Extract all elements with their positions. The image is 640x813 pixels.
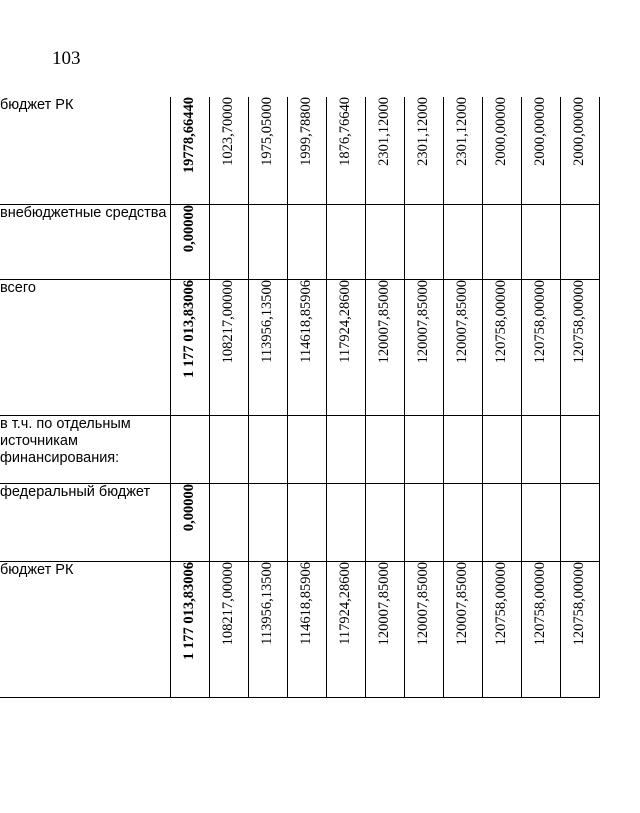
year-value-cell	[443, 415, 482, 483]
year-value-cell	[482, 97, 521, 204]
cell-value: 2000,00000	[493, 97, 509, 166]
year-value-cell	[404, 561, 443, 697]
year-value-cell	[521, 204, 560, 279]
year-value-cell	[482, 204, 521, 279]
cell-value: 120007,85000	[454, 279, 470, 363]
table-row	[0, 204, 599, 279]
cell-value: 0,00000	[181, 483, 197, 531]
year-value-cell	[482, 561, 521, 697]
year-value-cell	[560, 415, 599, 483]
cell-value: 1975,05000	[259, 97, 275, 166]
budget-table	[0, 97, 600, 698]
year-value-cell	[365, 483, 404, 561]
year-value-cell	[326, 483, 365, 561]
year-value-cell	[326, 415, 365, 483]
year-value-cell	[365, 415, 404, 483]
cell-value: 120007,85000	[415, 279, 431, 363]
year-value-cell	[248, 204, 287, 279]
year-value-cell	[209, 483, 248, 561]
year-value-cell	[287, 204, 326, 279]
row-label: бюджет РК	[0, 97, 170, 204]
cell-value: 2301,12000	[415, 97, 431, 166]
year-value-cell	[248, 483, 287, 561]
row-label: бюджет РК	[0, 561, 170, 697]
cell-value: 1 177 013,83006	[181, 561, 197, 660]
year-value-cell	[443, 483, 482, 561]
year-value-cell	[443, 97, 482, 204]
cell-value: 120007,85000	[376, 561, 392, 645]
year-value-cell	[404, 204, 443, 279]
total-cell	[170, 279, 209, 415]
year-value-cell	[521, 279, 560, 415]
cell-value: 120007,85000	[415, 561, 431, 645]
year-value-cell	[248, 415, 287, 483]
year-value-cell	[404, 279, 443, 415]
year-value-cell	[521, 561, 560, 697]
cell-value: 120007,85000	[454, 561, 470, 645]
cell-value: 0,00000	[181, 204, 197, 252]
row-label: в т.ч. по отдельным источникам финансирования:	[0, 415, 170, 483]
year-value-cell	[404, 415, 443, 483]
total-cell	[170, 97, 209, 204]
cell-value: 2000,00000	[532, 97, 548, 166]
cell-value: 1999,78800	[298, 97, 314, 166]
year-value-cell	[521, 483, 560, 561]
row-label: внебюджетные средства	[0, 204, 170, 279]
year-value-cell	[209, 415, 248, 483]
year-value-cell	[326, 204, 365, 279]
year-value-cell	[365, 561, 404, 697]
year-value-cell	[287, 279, 326, 415]
cell-value: 120758,00000	[571, 561, 587, 645]
year-value-cell	[560, 483, 599, 561]
page-number: 103	[52, 48, 81, 69]
year-value-cell	[365, 279, 404, 415]
cell-value: 113956,13500	[259, 561, 275, 645]
cell-value: 1023,70000	[220, 97, 236, 166]
total-cell	[170, 415, 209, 483]
table-row	[0, 97, 599, 204]
year-value-cell	[443, 204, 482, 279]
table-row	[0, 415, 599, 483]
cell-value: 114618,85906	[298, 279, 314, 363]
cell-value: 108217,00000	[220, 561, 236, 645]
year-value-cell	[443, 279, 482, 415]
table-row	[0, 279, 599, 415]
cell-value: 120758,00000	[571, 279, 587, 363]
cell-value: 114618,85906	[298, 561, 314, 645]
cell-value: 117924,28600	[337, 279, 353, 363]
total-cell	[170, 561, 209, 697]
year-value-cell	[482, 279, 521, 415]
cell-value: 120758,00000	[532, 561, 548, 645]
year-value-cell	[482, 483, 521, 561]
year-value-cell	[248, 279, 287, 415]
row-label: всего	[0, 279, 170, 415]
cell-value: 120007,85000	[376, 279, 392, 363]
cell-value: 113956,13500	[259, 279, 275, 363]
cell-value: 108217,00000	[220, 279, 236, 363]
year-value-cell	[209, 97, 248, 204]
year-value-cell	[365, 97, 404, 204]
year-value-cell	[287, 561, 326, 697]
year-value-cell	[326, 97, 365, 204]
year-value-cell	[521, 97, 560, 204]
year-value-cell	[443, 561, 482, 697]
cell-value: 117924,28600	[337, 561, 353, 645]
cell-value: 2000,00000	[571, 97, 587, 166]
year-value-cell	[326, 561, 365, 697]
table-row	[0, 483, 599, 561]
year-value-cell	[560, 279, 599, 415]
year-value-cell	[209, 561, 248, 697]
total-cell	[170, 483, 209, 561]
cell-value: 120758,00000	[493, 279, 509, 363]
year-value-cell	[560, 97, 599, 204]
year-value-cell	[560, 561, 599, 697]
cell-value: 120758,00000	[532, 279, 548, 363]
cell-value: 120758,00000	[493, 561, 509, 645]
year-value-cell	[248, 97, 287, 204]
total-cell	[170, 204, 209, 279]
cell-value: 1876,76640	[337, 97, 353, 166]
row-label: федеральный бюджет	[0, 483, 170, 561]
year-value-cell	[365, 204, 404, 279]
cell-value: 2301,12000	[376, 97, 392, 166]
cell-value: 19778,66440	[181, 97, 197, 174]
year-value-cell	[521, 415, 560, 483]
table-row	[0, 561, 599, 697]
year-value-cell	[404, 97, 443, 204]
year-value-cell	[287, 483, 326, 561]
cell-value: 1 177 013,83006	[181, 279, 197, 378]
year-value-cell	[287, 415, 326, 483]
year-value-cell	[287, 97, 326, 204]
year-value-cell	[209, 279, 248, 415]
year-value-cell	[560, 204, 599, 279]
year-value-cell	[404, 483, 443, 561]
year-value-cell	[482, 415, 521, 483]
cell-value: 2301,12000	[454, 97, 470, 166]
year-value-cell	[209, 204, 248, 279]
year-value-cell	[248, 561, 287, 697]
year-value-cell	[326, 279, 365, 415]
